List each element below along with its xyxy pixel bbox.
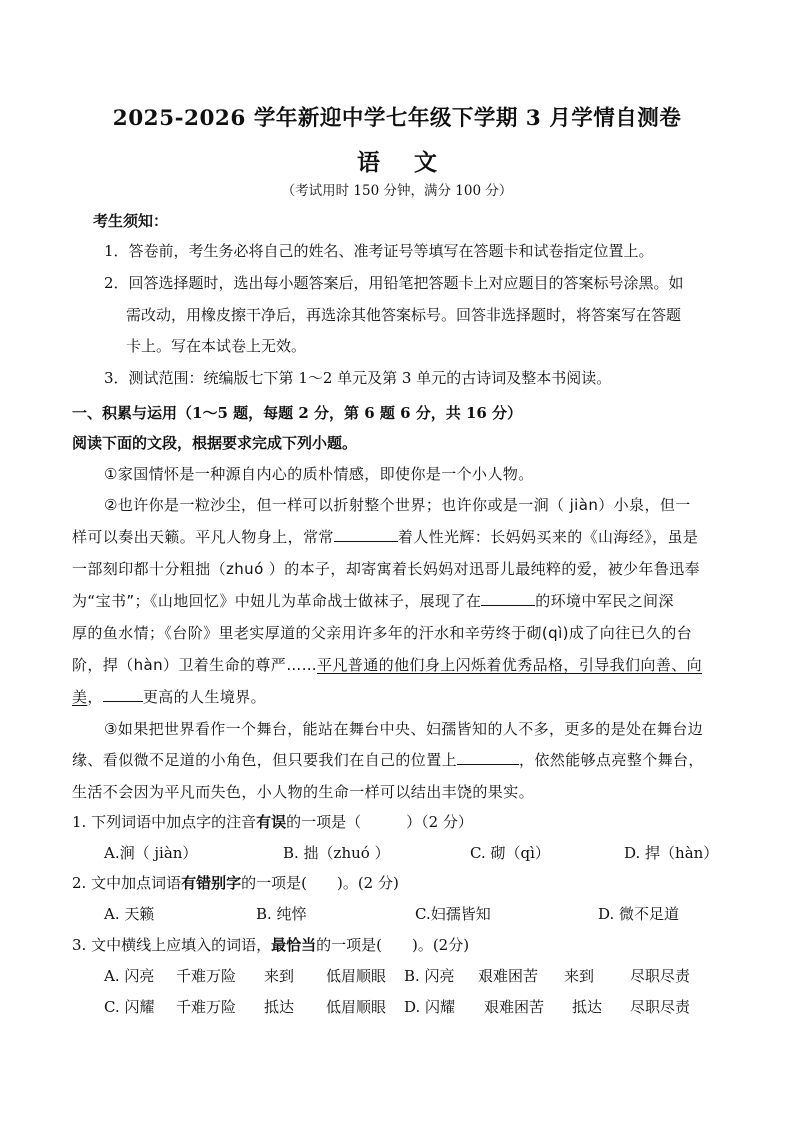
passage-text: 阶，捍（hàn）卫着生命的尊严…… (72, 656, 318, 674)
fill-blank-2[interactable] (481, 591, 535, 606)
question-2-stem (72, 873, 399, 893)
passage-p2-line-1: ②也许你是一粒沙尘，但一样可以折射整个世界；也许你或是一涧（ jiàn）小泉，但一 (104, 496, 691, 514)
question-text: 的一项是（ ）（2 分） (286, 813, 473, 831)
q3-a-word-1: A. 闪亮 (104, 967, 155, 985)
q1-option-a[interactable]: A.涧（ jiàn） (104, 844, 198, 862)
passage-text: 缘、看似微不足道的小角色，但只要我们在自己的位置上 (72, 751, 458, 769)
passage-p2-line-3: 一部刻印都十分粗拙（zhuó ）的本子，却寄寓着长妈妈对迅哥儿最纯粹的爱，被少年鲁迅奉 (72, 560, 701, 578)
q1-option-d[interactable]: D. 捍（hàn） (624, 844, 719, 862)
passage-p2-line-6 (72, 655, 702, 675)
question-text: 3. 文中横线上应填入的词语， (72, 936, 272, 954)
q3-d-word-1: D. 闪耀 (404, 998, 456, 1016)
passage-text: 的环境中军民之间深 (535, 592, 674, 610)
question-keyword: 有错别字 (181, 874, 242, 892)
q3-c-word-2: 千难万险 (176, 998, 237, 1016)
passage-p2-line-5: 厚的鱼水情；《台阶》里老实厚道的父亲用许多年的汗水和辛劳终于砌(qì)成了向往已久的台 (72, 624, 693, 642)
q3-c-word-4: 低眉顺眼 (326, 998, 387, 1016)
q3-a-word-4: 低眉顺眼 (326, 967, 387, 985)
underlined-sentence-end: 美 (72, 688, 88, 706)
passage-text: 更高的人生境界。 (142, 688, 267, 706)
exam-title: 2025-2026 学年新迎中学七年级下学期 3 月学情自测卷 (112, 106, 682, 131)
notice-item-2-line-2: 需改动，用橡皮擦干净后，再选涂其他答案标号。回答非选择题时，将答案写在答题 (126, 306, 682, 324)
passage-p2-line-4 (72, 591, 674, 611)
section-instruction: 阅读下面的文段，根据要求完成下列小题。 (72, 434, 358, 452)
question-text: 1. 下列词语中加点字的注音 (72, 813, 257, 831)
q1-option-b[interactable]: B. 拙（zhuó ） (283, 844, 390, 862)
fill-blank-1[interactable] (334, 527, 398, 542)
notice-item-2-line-1: 2．回答选择题时，选出每小题答案后，用铅笔把答题卡上对应题目的答案标号涂黑。如 (104, 274, 684, 292)
passage-p3-line-1: ③如果把世界看作一个舞台，能站在舞台中央、妇孺皆知的人不多，更多的是处在舞台边 (104, 720, 704, 738)
passage-p3-line-2 (72, 750, 704, 770)
q3-d-word-4: 尽职尽责 (630, 998, 691, 1016)
question-text: 的一项是( )。(2分) (316, 936, 470, 954)
passage-text: ，依然能够点亮整个舞台， (519, 751, 704, 769)
q3-b-word-4: 尽职尽责 (630, 967, 691, 985)
underlined-sentence: 平凡普通的他们身上闪烁着优秀品格，引导我们向善、向 (317, 656, 703, 674)
subject-heading (0, 144, 794, 177)
q3-c-word-3: 抵达 (264, 998, 295, 1016)
q2-option-c[interactable]: C.妇孺皆知 (415, 905, 491, 923)
passage-paragraph-1: ①家国情怀是一种源自内心的质朴情感，即使你是一个小人物。 (104, 465, 534, 483)
section-heading: 一、积累与运用（1～5 题，每题 2 分，第 6 题 6 分，共 16 分） (72, 404, 523, 422)
exam-time-info: （考试用时 150 分钟，满分 100 分） (281, 183, 513, 199)
passage-text: 样可以奏出天籁。平凡人物身上，常常 (72, 528, 334, 546)
q3-a-word-3: 来到 (264, 967, 295, 985)
q3-d-word-2: 艰难困苦 (484, 998, 545, 1016)
fill-blank-4[interactable] (457, 750, 519, 765)
question-3-stem (72, 935, 469, 955)
q3-b-word-3: 来到 (564, 967, 595, 985)
question-keyword: 有误 (256, 813, 287, 831)
q1-option-c[interactable]: C. 砌（qì） (470, 844, 550, 862)
q2-option-d[interactable]: D. 微不足道 (598, 905, 680, 923)
fill-blank-3[interactable] (103, 687, 143, 702)
q3-b-word-2: 艰难困苦 (478, 967, 539, 985)
notice-item-2-line-3: 卡上。写在本试卷上无效。 (126, 337, 307, 355)
question-text: 的一项是( )。(2 分) (241, 874, 399, 892)
q3-a-word-2: 千难万险 (176, 967, 237, 985)
passage-p2-line-7 (72, 687, 266, 707)
q3-c-word-1: C. 闪耀 (104, 998, 155, 1016)
notice-title: 考生须知： (93, 212, 169, 230)
q2-option-a[interactable]: A. 天籁 (104, 905, 155, 923)
question-1-stem (72, 812, 473, 832)
passage-p3-line-3: 生活不会因为平凡而失色，小人物的生命一样可以结出丰饶的果实。 (72, 783, 535, 801)
question-text: 2. 文中加点词语 (72, 874, 182, 892)
notice-item-3: 3．测试范围：统编版七下第 1～2 单元及第 3 单元的古诗词及整本书阅读。 (104, 369, 612, 387)
q3-d-word-3: 抵达 (572, 998, 603, 1016)
passage-text: ， (87, 688, 103, 706)
passage-p2-line-2 (72, 527, 698, 547)
q3-b-word-1: B. 闪亮 (404, 967, 455, 985)
passage-text: 为“宝书”；《山地回忆》中妞儿为革命战士做袜子，展现了在 (72, 592, 482, 610)
notice-item-1: 1．答卷前，考生务必将自己的姓名、准考证号等填写在答题卡和试卷指定位置上。 (104, 242, 654, 260)
subject-char-1: 语 (357, 149, 380, 176)
question-keyword: 最恰当 (271, 936, 317, 954)
passage-text: 着人性光辉：长妈妈买来的《山海经》，虽是 (397, 528, 699, 546)
q2-option-b[interactable]: B. 纯悴 (256, 905, 307, 923)
subject-char-2: 文 (414, 149, 437, 176)
